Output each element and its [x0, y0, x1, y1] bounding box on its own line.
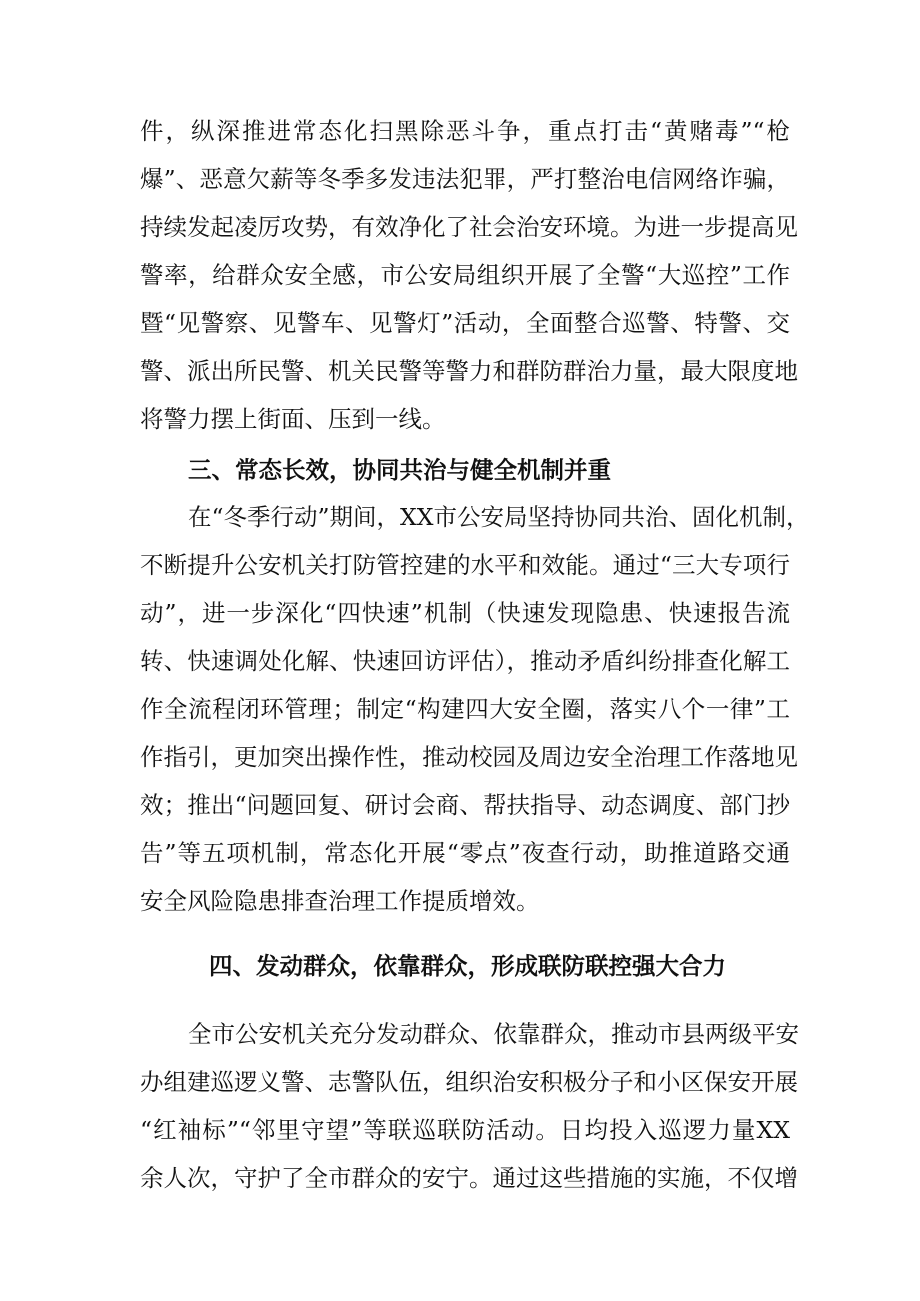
section-heading-4: 四、发动群众，依靠群众，形成联防联控强大合力: [209, 952, 726, 980]
paragraph-1-line-1: 件，纵深推进常态化扫黑除恶斗争，重点打击“黄赌毒”“枪: [140, 117, 790, 145]
paragraph-1-line-4: 警率，给群众安全感，市公安局组织开展了全警“大巡控”工作: [140, 261, 790, 289]
paragraph-2-line-4: 转、快速调处化解、快速回访评估），推动矛盾纠纷排查化解工: [140, 647, 790, 675]
paragraph-3-line-2: 办组建巡逻义警、志警队伍，组织治安积极分子和小区保安开展: [140, 1068, 798, 1096]
paragraph-1-line-2: 爆”、恶意欠薪等冬季多发违法犯罪，严打整治电信网络诈骗，: [140, 165, 790, 193]
section-heading-3: 三、常态长效，协同共治与健全机制并重: [188, 456, 611, 484]
paragraph-3-line-3: “红袖标”“邻里守望”等联巡联防活动。日均投入巡逻力量XX: [140, 1116, 790, 1144]
paragraph-2-line-7: 效；推出“问题回复、研讨会商、帮扶指导、动态调度、部门抄: [140, 791, 790, 819]
paragraph-3-line-1: 全市公安机关充分发动群众、依靠群众，推动市县两级平安: [188, 1020, 799, 1048]
paragraph-1-line-5: 暨“见警察、见警车、见警灯”活动，全面整合巡警、特警、交: [140, 309, 790, 337]
paragraph-2-line-3: 动”，进一步深化“四快速”机制（快速发现隐患、快速报告流: [140, 599, 790, 627]
paragraph-3-line-4: 余人次，守护了全市群众的安宁。通过这些措施的实施，不仅增: [140, 1164, 798, 1192]
paragraph-2-line-2: 不断提升公安机关打防管控建的水平和效能。通过“三大专项行: [140, 551, 790, 579]
paragraph-2-line-5: 作全流程闭环管理；制定“构建四大安全圈，落实八个一律”工: [140, 695, 790, 723]
paragraph-2-line-6: 作指引，更加突出操作性，推动校园及周边安全治理工作落地见: [140, 743, 798, 771]
paragraph-1-line-6: 警、派出所民警、机关民警等警力和群防群治力量，最大限度地: [140, 357, 798, 385]
paragraph-2-line-1: 在“冬季行动”期间，XX市公安局坚持协同共治、固化机制，: [188, 503, 810, 531]
paragraph-2-line-9: 安全风险隐患排查治理工作提质增效。: [140, 887, 540, 915]
paragraph-1-line-3: 持续发起凌厉攻势，有效净化了社会治安环境。为进一步提高见: [140, 213, 798, 241]
paragraph-2-line-8: 告”等五项机制，常态化开展“零点”夜查行动，助推道路交通: [140, 839, 790, 867]
paragraph-1-line-7: 将警力摆上街面、压到一线。: [140, 405, 446, 433]
